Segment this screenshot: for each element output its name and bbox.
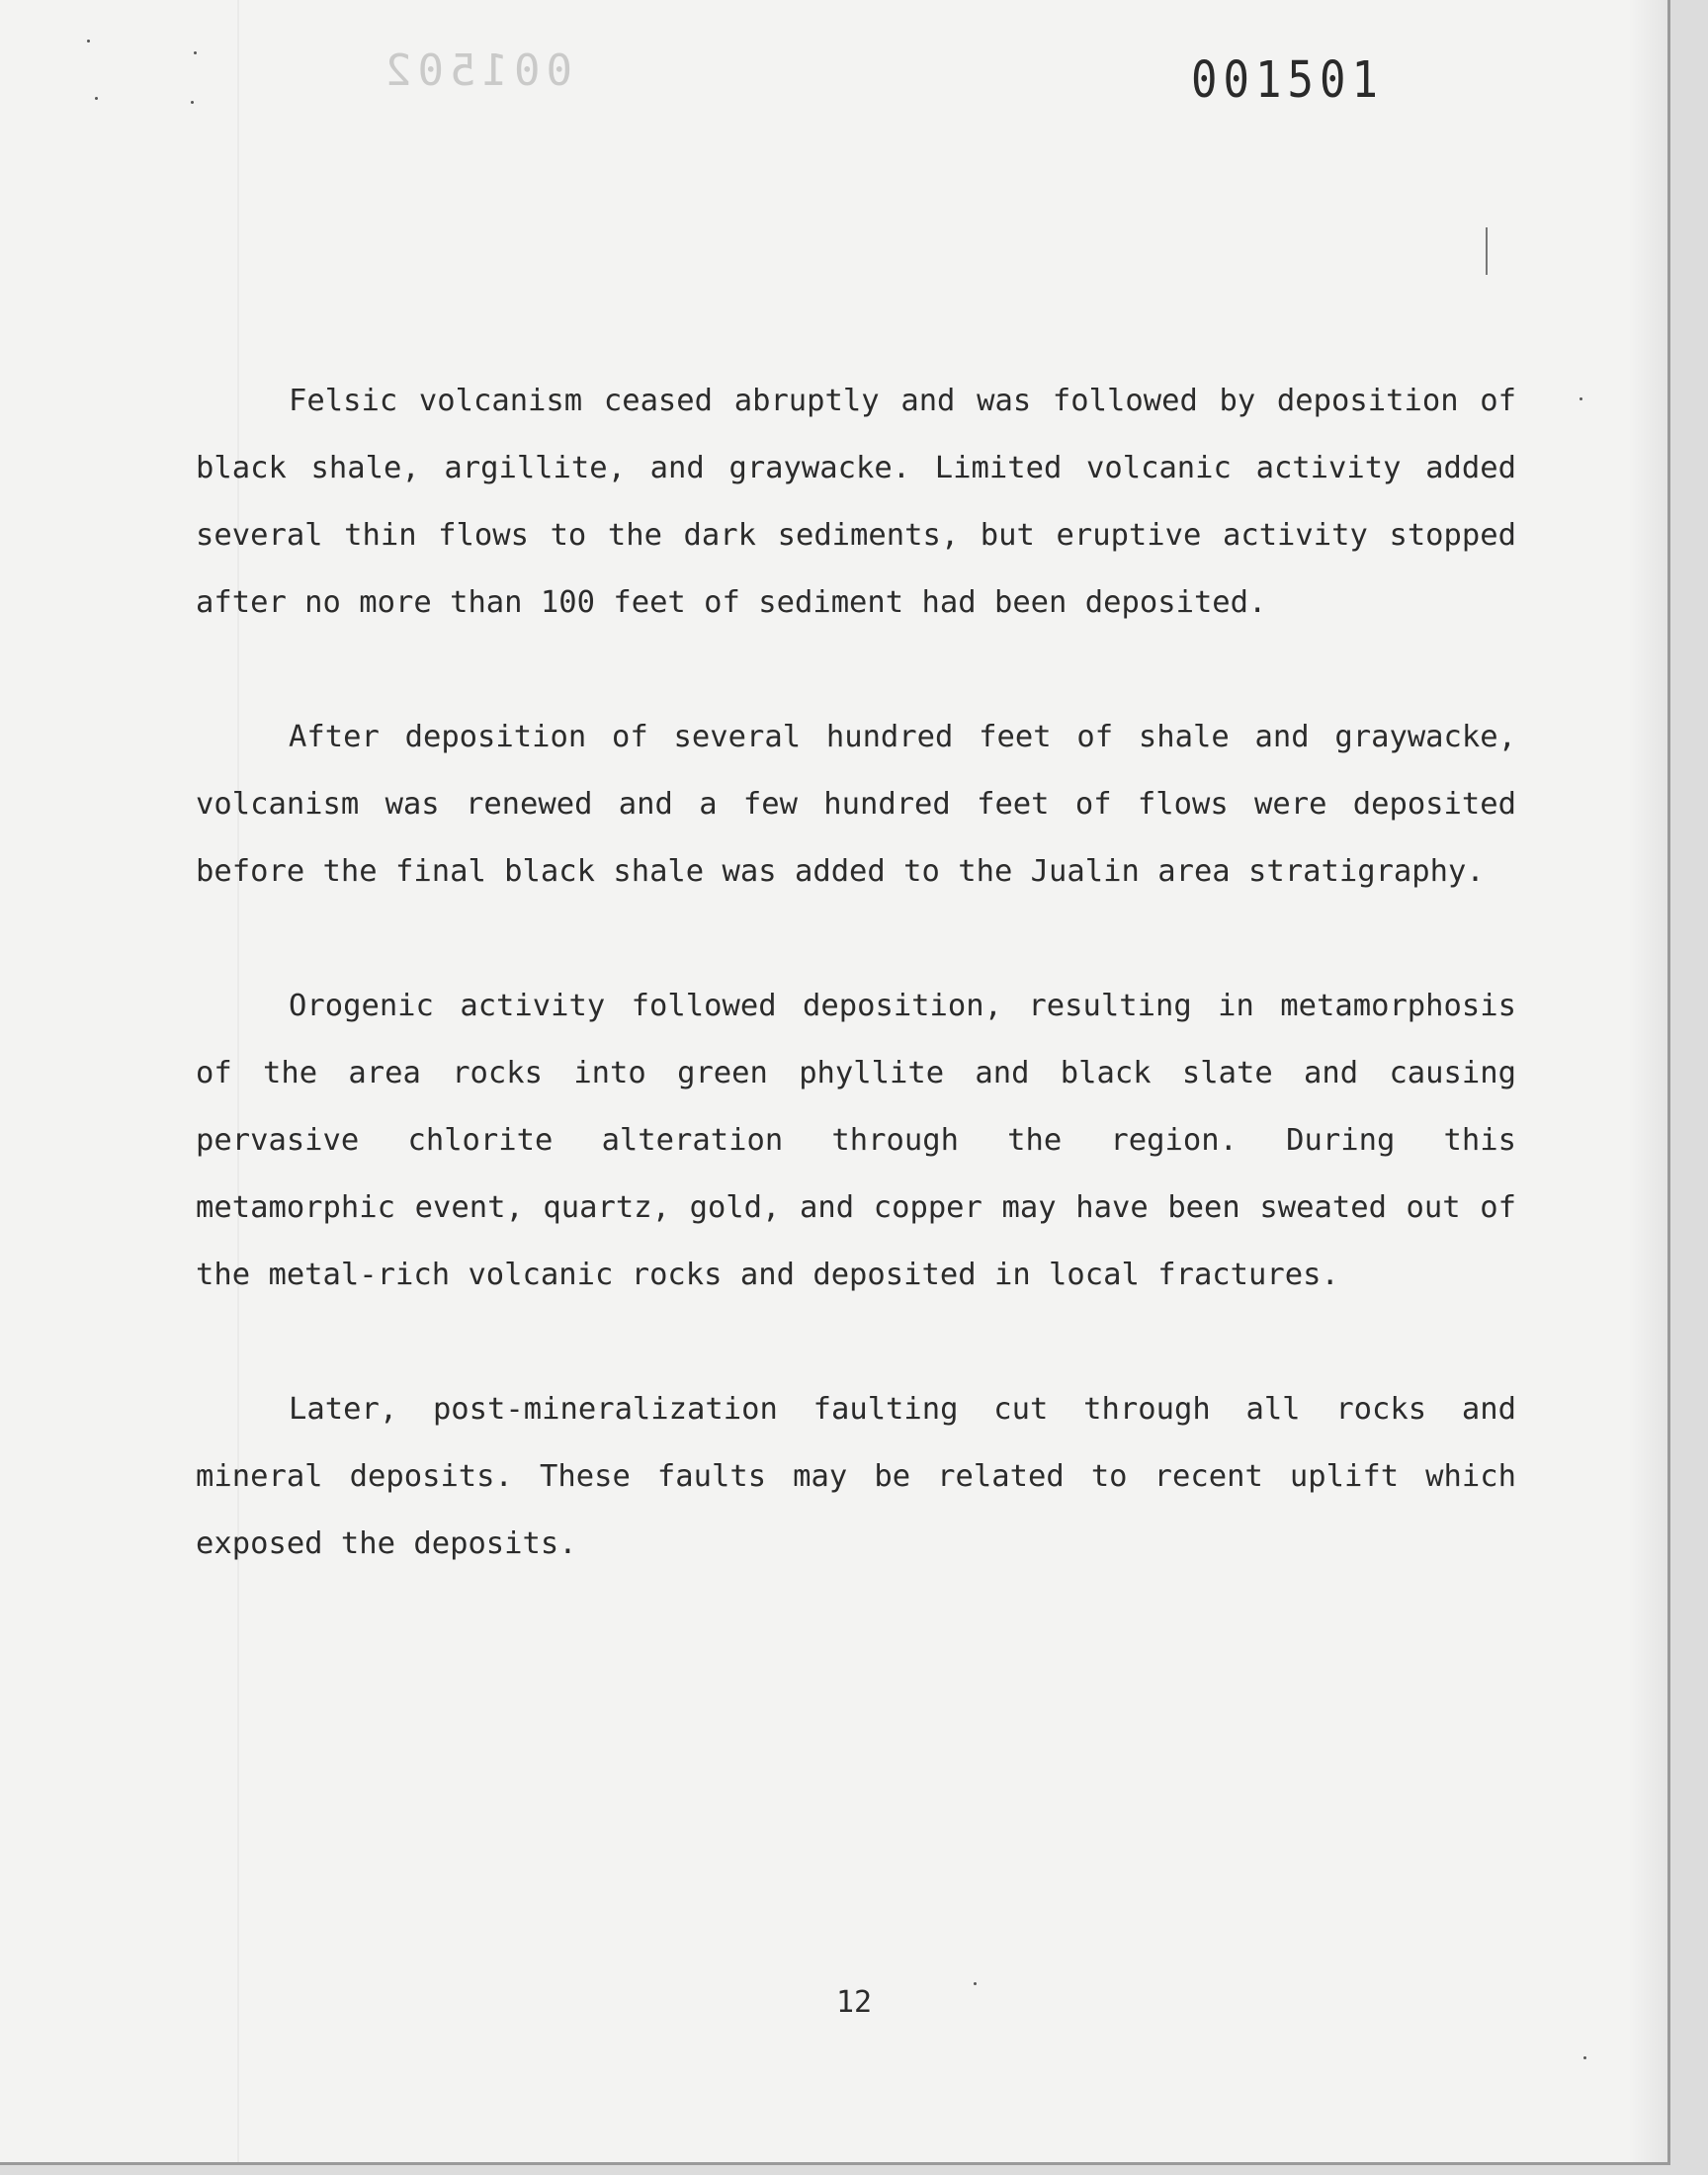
- paragraph: Felsic volcanism ceased abruptly and was followed by deposition of black shale, argillite, and graywacke. Limited volcanic activity added several thin flows to the dark sediments, but eruptive activity stopped after no more than 100 feet of sediment had been deposited.: [196, 384, 1516, 620]
- body-text: [196, 368, 1516, 1645]
- paragraph: After deposition of several hundred feet of shale and graywacke, volcanism was renewed and a few hundred feet of flows were deposited before the final black shale was added to the Jualin area stratigraphy.: [196, 720, 1516, 889]
- margin-mark: [1486, 227, 1488, 275]
- speck: [1580, 397, 1582, 400]
- page-edge-shade: [1628, 0, 1667, 2165]
- paragraph: Later, post-mineralization faulting cut through all rocks and mineral deposits. These faults may be related to recent uplift which exposed the deposits.: [196, 1392, 1516, 1561]
- speck: [87, 40, 90, 43]
- speck: [194, 51, 197, 54]
- speck: [95, 97, 98, 100]
- speck: [191, 101, 194, 104]
- speck: [1583, 2056, 1586, 2059]
- bleed-through-number: 001502: [380, 45, 572, 96]
- page-number: 12: [835, 1985, 873, 2020]
- document-number: 001501: [1191, 51, 1384, 110]
- paragraph: Orogenic activity followed deposition, resulting in metamorphosis of the area rocks into green phyllite and black slate and causing pervasive chlorite alteration through the region. During this metamorphic event, quartz, gold, and copper may have been sweated out of the metal-rich volcanic rocks and deposited in local fractures.: [196, 989, 1516, 1292]
